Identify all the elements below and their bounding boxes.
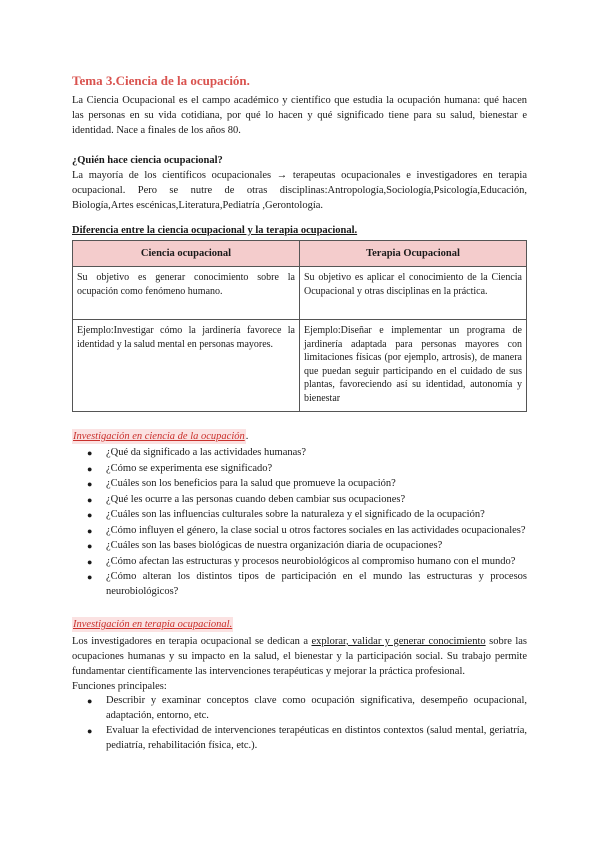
- functions-label: Funciones principales:: [72, 681, 167, 692]
- research-cs-heading: Investigación en ciencia de la ocupación: [73, 431, 245, 442]
- research-cs-list: [72, 446, 527, 599]
- list-item: ● ¿Cómo se experimenta ese significado?: [106, 462, 527, 477]
- bullet-icon: ●: [87, 572, 93, 582]
- table-row: [73, 267, 527, 320]
- table-title: Diferencia entre la ciencia ocupacional y la terapia ocupacional.: [72, 225, 358, 236]
- functions-list: [72, 694, 527, 753]
- table-header-row: [73, 241, 527, 267]
- table-cell: Ejemplo:Investigar cómo la jardinería favorece la identidad y la salud mental en personas mayores.: [73, 320, 300, 412]
- intro-paragraph: La Ciencia Ocupacional es el campo académico y científico que estudia la ocupación humana: qué hacen las personas en su vida cotidiana, por qué lo hacen y qué significado tiene para su salud, bienestar e identidad. Nace a finales de los años 80.: [72, 95, 527, 136]
- table-row: [73, 320, 527, 412]
- list-item: ● ¿Qué da significado a las actividades humanas?: [106, 446, 527, 461]
- comparison-table: [72, 240, 527, 412]
- bullet-icon: ●: [87, 726, 93, 736]
- list-item: ● ¿Cómo afectan las estructuras y procesos neurobiológicos al compromiso humano con el mundo?: [106, 555, 527, 570]
- bullet-icon: ●: [87, 696, 93, 706]
- table-cell: Su objetivo es aplicar el conocimiento de la Ciencia Ocupacional y otras disciplinas en la práctica.: [300, 267, 527, 320]
- list-item: ● Evaluar la efectividad de intervenciones terapéuticas en distintos contextos (salud mental, geriatría, pediatría, rehabilitación física, etc.).: [87, 725, 527, 751]
- bullet-icon: ●: [87, 448, 93, 458]
- who-heading: ¿Quién hace ciencia ocupacional?: [72, 155, 223, 166]
- bullet-icon: ●: [87, 479, 93, 489]
- bullet-icon: ●: [87, 510, 93, 520]
- list-item: ● ¿Cuáles son las influencias culturales sobre la naturaleza y el significado de la ocupación?: [106, 508, 527, 523]
- research-cs-heading-suffix: .: [245, 431, 249, 442]
- bullet-icon: ●: [87, 494, 93, 505]
- research-to-paragraph: Los investigadores en terapia ocupacional se dedican a explorar, validar y generar conocimiento sobre las ocupaciones humanas y su impacto en la salud, el bienestar y la participación social. Su trabajo permite fundamentar científicamente las intervenciones terapéuticas y mejorar la práctica profesional.: [72, 636, 528, 677]
- bullet-icon: ●: [87, 541, 93, 551]
- bullet-icon: ●: [87, 525, 93, 536]
- list-item: ● ¿Cómo alteran los distintos tipos de participación en el mundo las estructuras y procesos neurobiológicos?: [87, 571, 527, 597]
- table-header-cell: Ciencia ocupacional: [73, 241, 300, 267]
- document-content: [72, 72, 527, 754]
- list-item: ● ¿Qué les ocurre a las personas cuando deben cambiar sus ocupaciones?: [106, 493, 527, 508]
- list-item: ● ¿Cuáles son las bases biológicas de nuestra organización diaria de ocupaciones?: [106, 539, 527, 554]
- underlined-phrase: explorar, validar y generar conocimiento: [311, 636, 486, 647]
- table-cell: Ejemplo:Diseñar e implementar un programa de jardinería adaptada para personas mayores con limitaciones físicas (por ejemplo, artrosis), de manera que puedan seguir participando en el cuidado de sus plantas, favoreciendo así su identidad, autonomía y bienestar: [300, 320, 527, 412]
- who-paragraph: La mayoría de los científicos ocupacionales → terapeutas ocupacionales e investigadores en terapia ocupacional. Pero se nutre de otras disciplinas:Antropología,Sociología,Psicología,Educación, Biología,Artes escénicas,Literatura,Pediatría ,Gerontología.: [72, 170, 527, 211]
- table-header-cell: Terapia Ocupacional: [300, 241, 527, 267]
- list-item: ● ¿Cuáles son los beneficios para la salud que promueve la ocupación?: [106, 477, 527, 492]
- bullet-icon: ●: [87, 463, 93, 474]
- list-item: ● ¿Cómo influyen el género, la clase social u otros factores sociales en las actividades ocupacionales?: [106, 524, 527, 539]
- bullet-icon: ●: [87, 556, 93, 567]
- table-cell: Su objetivo es generar conocimiento sobre la ocupación como fenómeno humano.: [73, 267, 300, 320]
- page-title: Tema 3.Ciencia de la ocupación.: [72, 73, 250, 88]
- list-item: ● Describir y examinar conceptos clave como ocupación significativa, desempeño ocupacional, adaptación, entorno, etc.: [87, 695, 527, 721]
- research-to-heading: Investigación en terapia ocupacional.: [73, 619, 233, 630]
